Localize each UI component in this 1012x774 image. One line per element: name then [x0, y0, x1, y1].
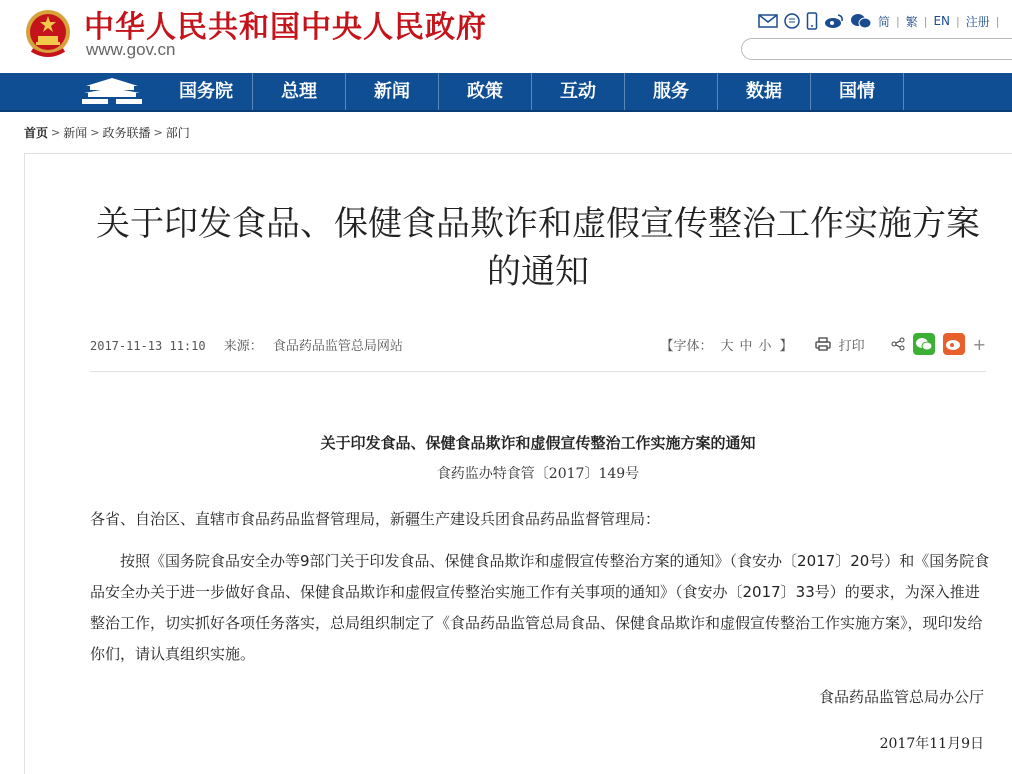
site-title[interactable]: 中华人民共和国中央人民政府 — [84, 10, 487, 45]
font-size-label-open: 【字体： — [660, 338, 713, 354]
wechat-icon — [915, 337, 933, 351]
nav-item-data[interactable]: 数据 — [718, 73, 811, 110]
share-weibo-button[interactable] — [943, 333, 965, 355]
nav-items — [160, 73, 904, 110]
mobile-icon[interactable] — [806, 12, 818, 30]
share-wechat-button[interactable] — [913, 333, 935, 355]
salutation-paragraph: 各省、自治区、直辖市食品药品监督管理局，新疆生产建设兵团食品药品监督管理局： — [90, 510, 661, 528]
nav-item-interaction[interactable]: 互动 — [532, 73, 625, 110]
font-medium-button[interactable]: 中 — [739, 338, 753, 354]
breadcrumb-separator: > — [90, 126, 100, 139]
wechat-icon[interactable] — [850, 13, 872, 29]
printer-icon[interactable] — [815, 337, 831, 351]
breadcrumb-gov-affairs[interactable]: 政务联播 — [102, 126, 151, 140]
breadcrumb — [24, 124, 190, 141]
publish-date: 2017-11-13 11:10 — [90, 339, 206, 353]
search-input[interactable] — [741, 38, 1012, 60]
font-size-label-close: 】 — [779, 338, 793, 354]
utility-bar — [758, 10, 999, 32]
message-icon[interactable] — [784, 13, 800, 29]
national-emblem-icon[interactable] — [24, 6, 72, 60]
lang-simplified-link[interactable]: 简 — [878, 14, 891, 29]
util-separator: | — [956, 14, 960, 28]
tiananmen-icon[interactable] — [80, 76, 144, 106]
source-label: 来源： — [223, 339, 263, 354]
font-small-button[interactable]: 小 — [758, 338, 772, 354]
nav-item-news[interactable]: 新闻 — [346, 73, 439, 110]
util-separator: | — [995, 14, 1000, 28]
font-size-controls — [721, 335, 772, 354]
site-header — [0, 0, 1012, 73]
weibo-icon — [945, 337, 963, 351]
weibo-icon[interactable] — [824, 13, 844, 29]
util-separator: | — [896, 14, 900, 28]
breadcrumb-news[interactable]: 新闻 — [63, 126, 88, 140]
print-button[interactable]: 打印 — [838, 338, 865, 354]
lang-traditional-link[interactable]: 繁 — [905, 14, 918, 29]
article-tools — [661, 333, 987, 355]
nav-item-state-council[interactable]: 国务院 — [160, 73, 253, 110]
article-title: 关于印发食品、保健食品欺诈和虚假宣传整治工作实施方案的通知 — [96, 204, 980, 292]
breadcrumb-separator: > — [51, 126, 61, 139]
site-url[interactable]: www.gov.cn — [86, 40, 176, 59]
article-meta — [90, 333, 986, 355]
signature-date: 2017年11月9日 — [879, 736, 984, 752]
meta-divider — [90, 371, 986, 372]
breadcrumb-home[interactable]: 首页 — [24, 126, 49, 140]
share-icon[interactable] — [891, 337, 905, 351]
mail-icon[interactable] — [758, 13, 778, 29]
breadcrumb-separator: > — [153, 126, 163, 139]
source-name[interactable]: 食品药品监管总局网站 — [272, 339, 403, 354]
nav-item-services[interactable]: 服务 — [625, 73, 718, 110]
register-link[interactable]: 注册 — [965, 14, 990, 29]
font-large-button[interactable]: 大 — [720, 338, 734, 354]
main-nav — [0, 73, 1012, 112]
nav-item-national-info[interactable]: 国情 — [811, 73, 904, 110]
nav-item-premier[interactable]: 总理 — [253, 73, 346, 110]
share-more-button[interactable]: + — [972, 334, 986, 354]
body-paragraph: 按照《国务院食品安全办等9部门关于印发食品、保健食品欺诈和虚假宣传整治方案的通知》（食安办〔2017〕20号）和《国务院食品安全办关于进一步做好食品、保健食品欺诈和虚假宣传整治实施工作有关事项的通知》（食安办〔2017〕33号）的要求，为深入推进整治工作，切实抓好各项任务落实，总局组织制定了《食品药品监管总局食品、保健食品欺诈和虚假宣传整治工作实施方案》，现印发给你们，请认真组织实施。 — [90, 552, 990, 663]
article-meta-info — [90, 335, 403, 354]
signature: 食品药品监管总局办公厅 — [818, 688, 984, 706]
breadcrumb-departments[interactable]: 部门 — [165, 126, 190, 140]
lang-english-link[interactable]: EN — [933, 14, 951, 28]
document-title: 关于印发食品、保健食品欺诈和虚假宣传整治工作实施方案的通知 — [320, 434, 756, 452]
util-separator: | — [923, 14, 928, 28]
document-number: 食药监办特食管〔2017〕149号 — [436, 466, 640, 482]
nav-item-policy[interactable]: 政策 — [439, 73, 532, 110]
